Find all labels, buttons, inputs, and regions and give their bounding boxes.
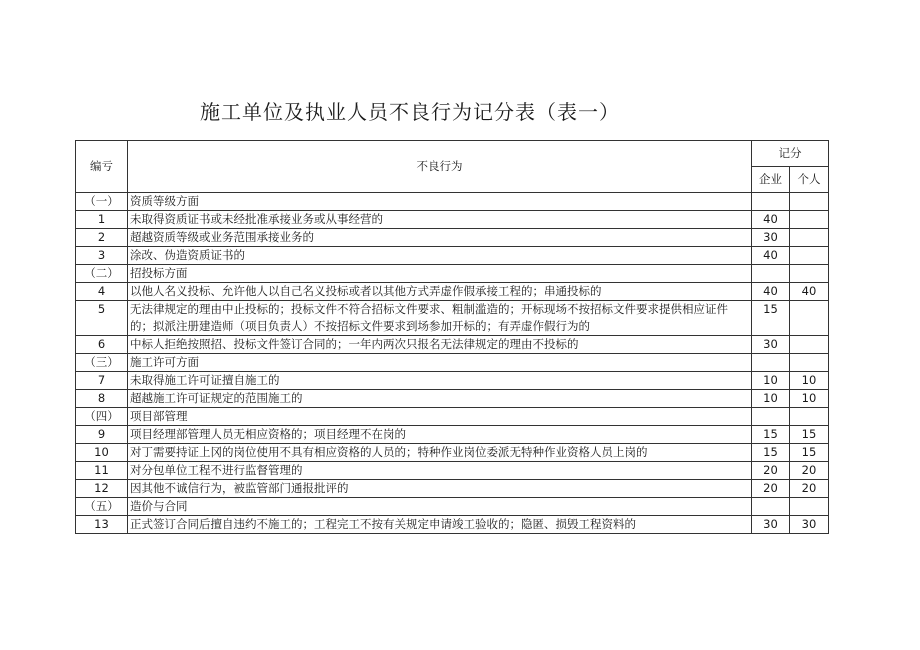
row-number: 1: [76, 211, 128, 229]
row-individual-score: 15: [790, 426, 829, 444]
row-behavior: 超越施工许可证规定的范围施工的: [128, 390, 752, 408]
row-individual-score: [790, 265, 829, 283]
row-company-score: 30: [752, 336, 790, 354]
row-individual-score: [790, 354, 829, 372]
row-company-score: 30: [752, 229, 790, 247]
row-individual-score: 40: [790, 283, 829, 301]
row-behavior: 招投标方面: [128, 265, 752, 283]
table-row: [76, 283, 829, 301]
row-number: 9: [76, 426, 128, 444]
row-behavior: 对丁需要持证上冈的岗位使用不具有相应资格的人员的；特种作业岗位委派无特种作业资格人员上岗的: [128, 444, 752, 462]
row-behavior: 造价与合同: [128, 498, 752, 516]
row-company-score: [752, 265, 790, 283]
row-behavior: 未取得施工许可证擅自施工的: [128, 372, 752, 390]
row-individual-score: 15: [790, 444, 829, 462]
row-number: （一）: [76, 193, 128, 211]
row-individual-score: [790, 211, 829, 229]
table-row: [76, 301, 829, 336]
row-company-score: 30: [752, 516, 790, 534]
row-behavior: 中标人拒绝按照招、投标文件签订合同的；一年内两次只报名无法律规定的理由不投标的: [128, 336, 752, 354]
table-row: [76, 516, 829, 534]
row-number: （二）: [76, 265, 128, 283]
table-row: [76, 462, 829, 480]
table-row: [76, 354, 829, 372]
row-company-score: [752, 498, 790, 516]
row-number: （四）: [76, 408, 128, 426]
row-individual-score: 10: [790, 372, 829, 390]
row-company-score: 40: [752, 283, 790, 301]
table-row: [76, 372, 829, 390]
row-company-score: [752, 193, 790, 211]
row-number: 12: [76, 480, 128, 498]
row-company-score: [752, 408, 790, 426]
table-row: [76, 265, 829, 283]
row-individual-score: 10: [790, 390, 829, 408]
row-individual-score: 20: [790, 480, 829, 498]
row-behavior: 项目经理部管理人员无相应资格的；项目经理不在岗的: [128, 426, 752, 444]
table-row: [76, 408, 829, 426]
row-behavior: 施工许可方面: [128, 354, 752, 372]
header-number: 编亏: [76, 141, 128, 193]
row-behavior: 对分包单位工程不进行监督管理的: [128, 462, 752, 480]
scoring-table: [75, 140, 829, 534]
row-number: 7: [76, 372, 128, 390]
row-individual-score: [790, 336, 829, 354]
table-row: [76, 247, 829, 265]
row-number: 6: [76, 336, 128, 354]
row-number: 13: [76, 516, 128, 534]
row-number: （五）: [76, 498, 128, 516]
row-behavior: 正式签订合同后擅自违约不施工的；工程完工不按有关规定申请竣工验收的；隐匿、损毁工程资料的: [128, 516, 752, 534]
table-row: [76, 444, 829, 462]
row-company-score: 15: [752, 301, 790, 336]
row-company-score: 40: [752, 211, 790, 229]
row-behavior: 涂改、伪造资质证书的: [128, 247, 752, 265]
row-behavior: 因其他不诚信行为，被监管部门通报批评的: [128, 480, 752, 498]
row-behavior: 以他人名义投标、允许他人以自己名义投标或者以其他方式弄虚作假承接工程的；串通投标的: [128, 283, 752, 301]
row-company-score: 15: [752, 444, 790, 462]
row-individual-score: [790, 301, 829, 336]
table-row: [76, 336, 829, 354]
row-number: 11: [76, 462, 128, 480]
row-individual-score: [790, 498, 829, 516]
row-behavior: 资质等级方面: [128, 193, 752, 211]
row-individual-score: [790, 247, 829, 265]
table-row: [76, 426, 829, 444]
row-behavior: 无法律规定的理由中止投标的；投标文件不符合招标文件要求、粗制滥造的；开标现场不按招标文件要求提供相应证件的；拟派注册建造师（项目负责人）不按招标文件要求到场参加开标的；有弄虚作假行为的: [128, 301, 752, 336]
row-individual-score: [790, 408, 829, 426]
row-number: 10: [76, 444, 128, 462]
table-row: [76, 229, 829, 247]
row-company-score: 15: [752, 426, 790, 444]
row-number: 8: [76, 390, 128, 408]
row-company-score: 20: [752, 480, 790, 498]
table-row: [76, 390, 829, 408]
row-number: 2: [76, 229, 128, 247]
row-company-score: 40: [752, 247, 790, 265]
table-row: [76, 480, 829, 498]
row-individual-score: [790, 193, 829, 211]
row-company-score: 10: [752, 390, 790, 408]
row-behavior: 超越资质等级或业务范围承接业务的: [128, 229, 752, 247]
table-row: [76, 498, 829, 516]
page-title: 施工单位及执业人员不良行为记分表（表一）: [200, 100, 620, 124]
row-behavior: 项目部管理: [128, 408, 752, 426]
row-company-score: 10: [752, 372, 790, 390]
table-row: [76, 193, 829, 211]
row-number: 3: [76, 247, 128, 265]
header-individual: 个人: [790, 167, 829, 193]
header-score: 记分: [752, 141, 829, 167]
row-behavior: 未取得资质证书或未经批准承接业务或从事经营的: [128, 211, 752, 229]
row-number: 5: [76, 301, 128, 336]
row-company-score: 20: [752, 462, 790, 480]
row-individual-score: [790, 229, 829, 247]
table-row: [76, 211, 829, 229]
row-number: 4: [76, 283, 128, 301]
row-company-score: [752, 354, 790, 372]
row-individual-score: 20: [790, 462, 829, 480]
row-number: （三）: [76, 354, 128, 372]
row-individual-score: 30: [790, 516, 829, 534]
header-company: 企业: [752, 167, 790, 193]
header-behavior: 不良行为: [128, 141, 752, 193]
